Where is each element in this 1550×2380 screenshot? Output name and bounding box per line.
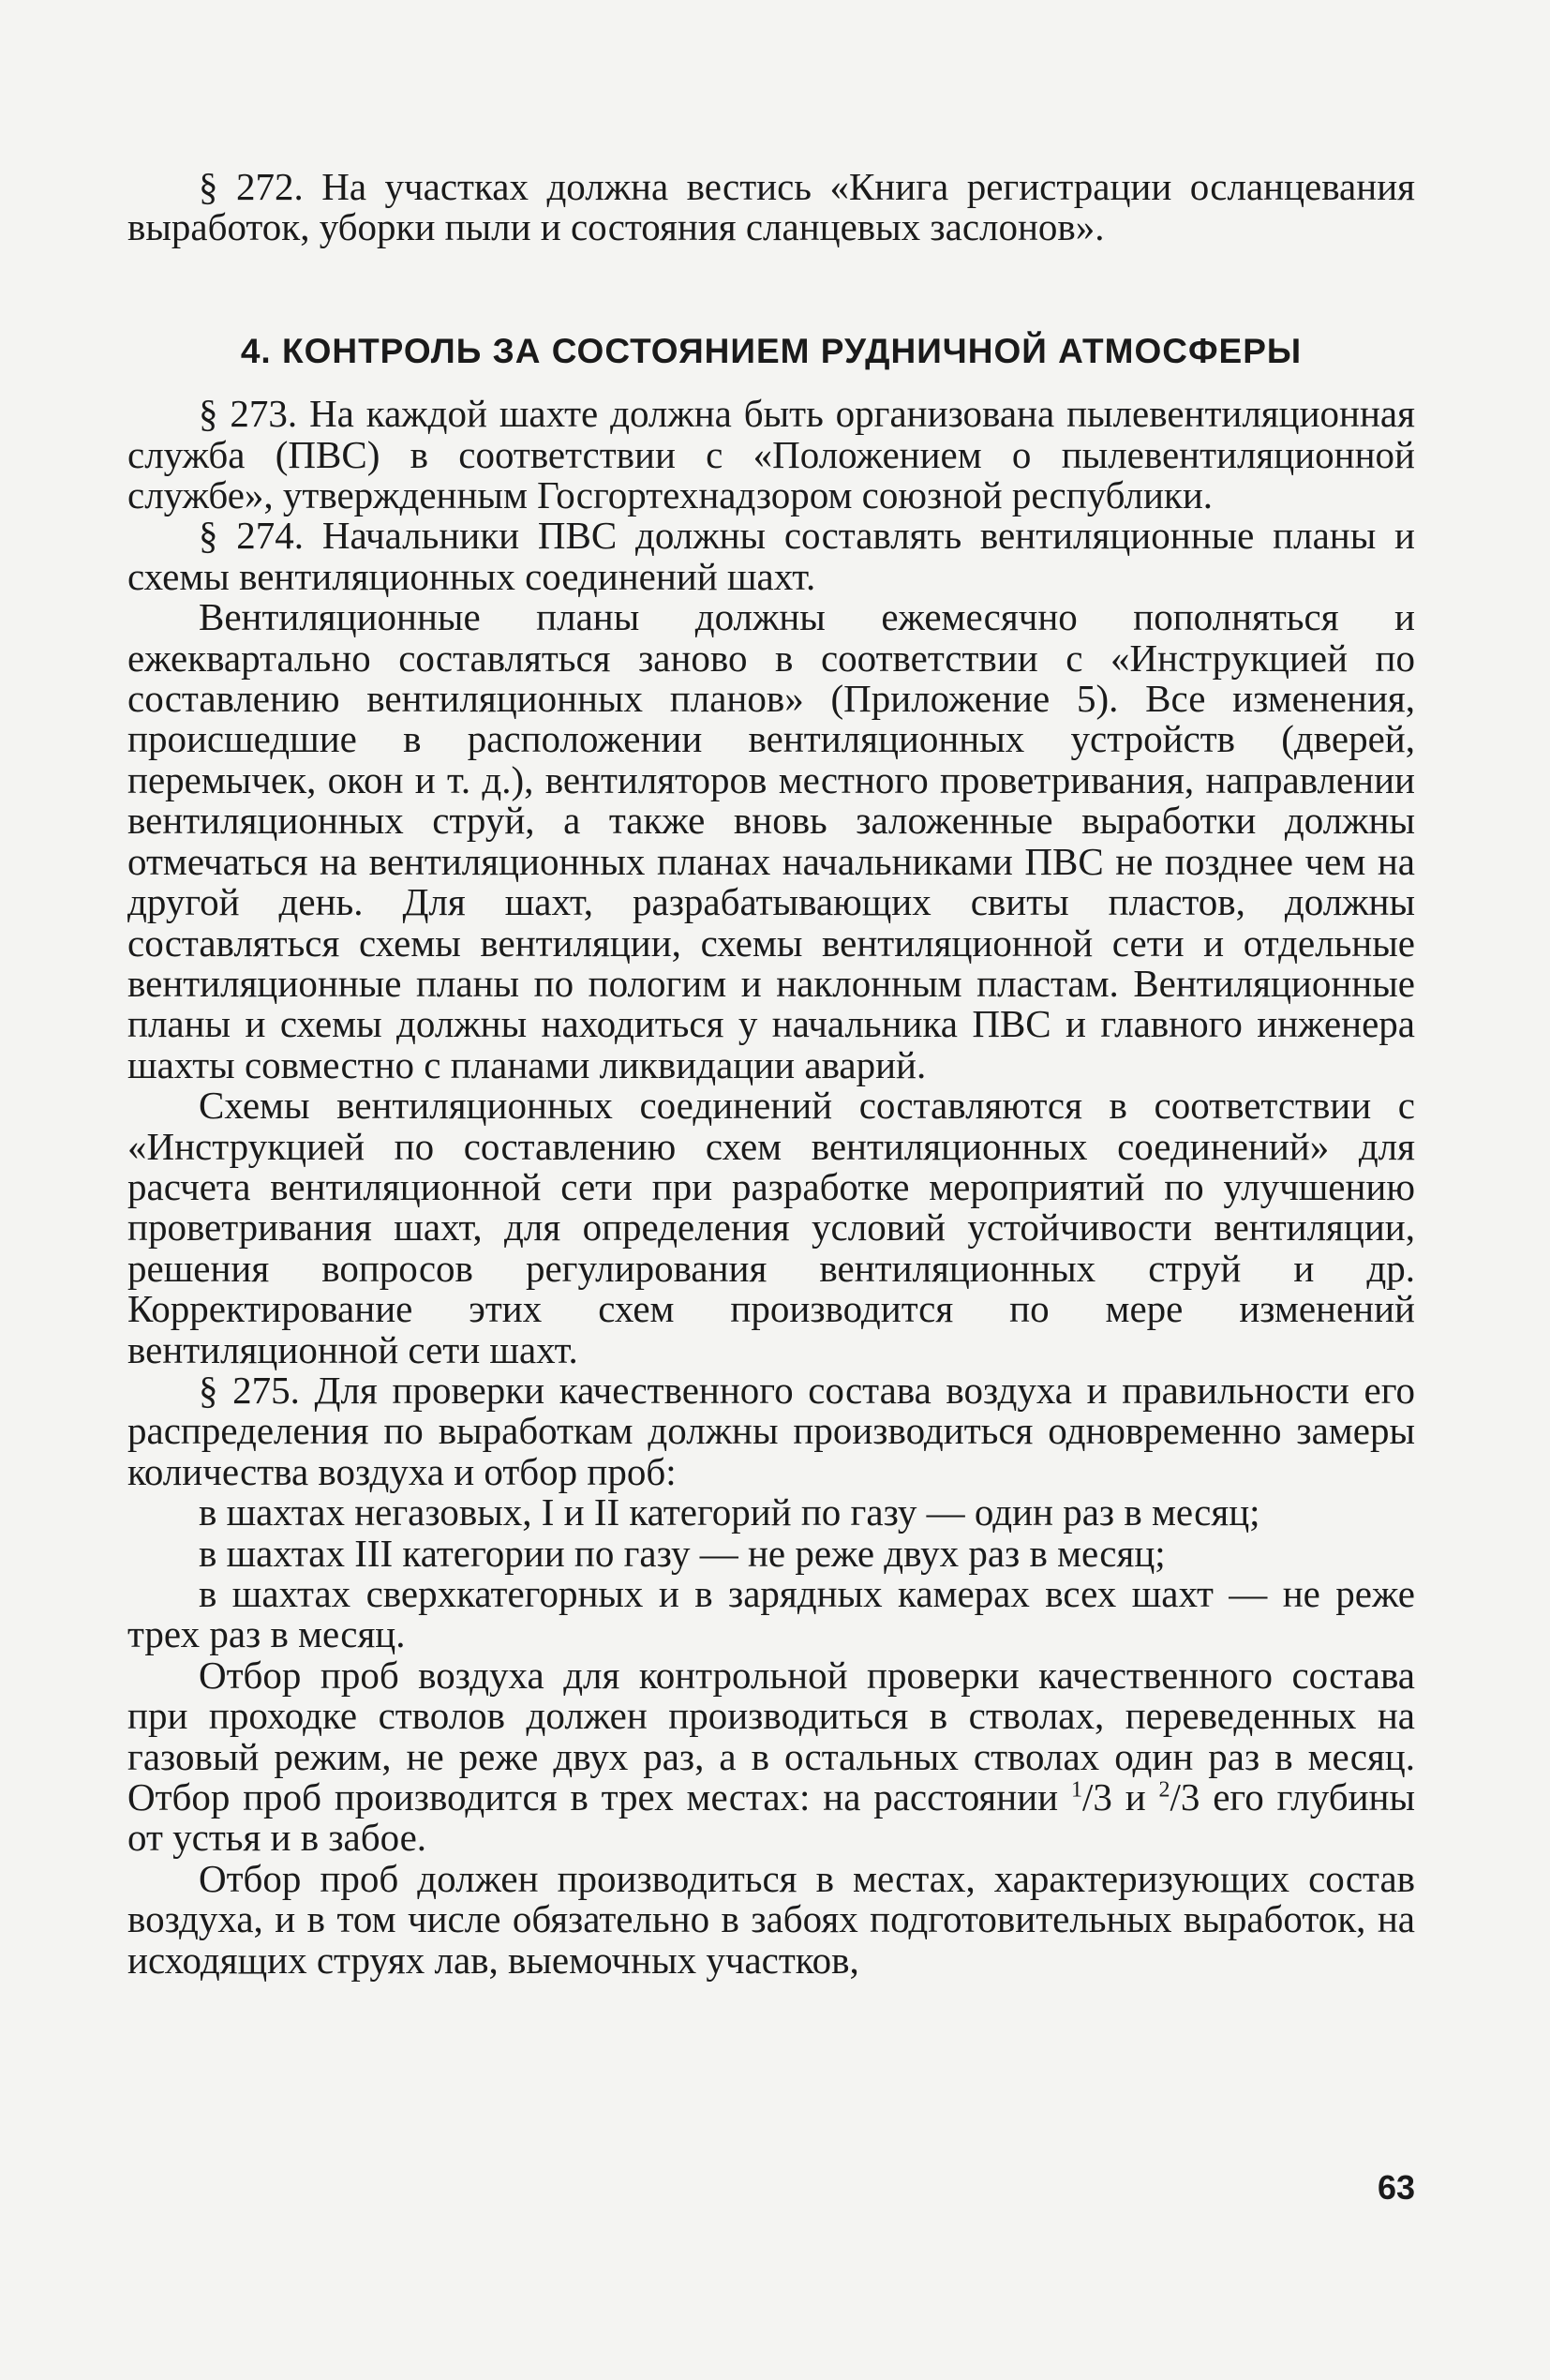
page-number: 63 bbox=[1377, 2168, 1415, 2207]
fraction-two-thirds bbox=[1158, 1775, 1200, 1819]
sampling-shafts-text: Отбор проб воздуха для контрольной проверки качественного состава при проходке стволов должен производиться в стволах, переведенных на газовый режим, не реже двух раз, а в остальных стволах один раз в месяц. Отбор проб производится в трех местах: на расстоянии bbox=[127, 1653, 1415, 1819]
sampling-shafts-text-end: его глубины от устья и в забое. bbox=[127, 1775, 1415, 1860]
fraction-conjunction: и bbox=[1111, 1775, 1159, 1819]
paragraph-274-schemes: Схемы вентиляционных соединений составляются в соответствии с «Инструкцией по составлению схем вентиляционных соединений» для расчета вентиляционной сети при разработке мероприятий по улучшению проветривания шахт, для определения условий устойчивости вентиляции, решения вопросов регулирования вентиляционных струй и др. Корректирование этих схем производится по мере изменений вентиляционной сети шахт. bbox=[127, 1084, 1415, 1371]
paragraph-275: § 275. Для проверки качественного состава воздуха и правильности его распределения по выработкам должны производиться одновременно замеры количества воздуха и отбор проб: bbox=[127, 1368, 1415, 1493]
fraction-numerator: 1 bbox=[1070, 1777, 1082, 1803]
fraction-one-third bbox=[1071, 1775, 1112, 1819]
paragraph-274-plans: Вентиляционные планы должны ежемесячно пополняться и ежеквартально составляться заново в соответствии с «Инструкцией по составлению вентиляционных планов» (Приложение 5). Все изменения, происшедшие в расположении вентиляционных устройств (дверей, перемычек, окон и т. д.), вентиляторов местного проветривания, направлении вентиляционных струй, а также вновь заложенные выработки должны отмечаться на вентиляционных планах начальниками ПВС не позднее чем на другой день. Для шахт, разрабатывающих свиты пластов, должны составляться схемы вентиляции, схемы вентиляционной сети и отдельные вентиляционные планы по пологим и наклонным пластам. Вентиляционные планы и схемы должны находиться у начальника ПВС и главного инженера шахты совместно с планами ликвидации аварий. bbox=[127, 595, 1415, 1086]
paragraph-sampling-locations: Отбор проб должен производиться в местах, характеризующих состав воздуха, и в том числе обязательно в забоях подготовительных выработок, на исходящих струях лав, выемочных участков, bbox=[127, 1856, 1415, 1982]
document-page bbox=[127, 167, 1415, 2323]
paragraph-272: § 272. На участках должна вестись «Книга регистрации осланцевания выработок, уборки пыли и состояния сланцевых заслонов». bbox=[127, 165, 1415, 249]
sampling-frequency-list bbox=[127, 1492, 1415, 1655]
fraction-denominator: /3 bbox=[1170, 1775, 1200, 1819]
paragraph-274: § 274. Начальники ПВС должны составлять вентиляционные планы и схемы вентиляционных соединений шахт. bbox=[127, 514, 1415, 598]
paragraph-273: § 273. На каждой шахте должна быть организована пылевентиляционная служба (ПВС) в соответствии с «Положением о пылевентиляционной службе», утвержденным Госгортехнадзором союзной республики. bbox=[127, 392, 1415, 517]
paragraph-sampling-shafts bbox=[127, 1655, 1415, 1859]
fraction-numerator: 2 bbox=[1158, 1777, 1170, 1803]
section-heading: 4. КОНТРОЛЬ ЗА СОСТОЯНИЕМ РУДНИЧНОЙ АТМОСФЕРЫ bbox=[240, 331, 1303, 370]
list-item: в шахтах негазовых, I и II категорий по газу — один раз в месяц; bbox=[199, 1490, 1260, 1534]
list-item: в шахтах III категории по газу — не реже двух раз в месяц; bbox=[199, 1531, 1166, 1575]
list-item: в шахтах сверхкатегорных и в зарядных камерах всех шахт — не реже трех раз в месяц. bbox=[127, 1572, 1415, 1656]
fraction-denominator: /3 bbox=[1081, 1775, 1112, 1819]
